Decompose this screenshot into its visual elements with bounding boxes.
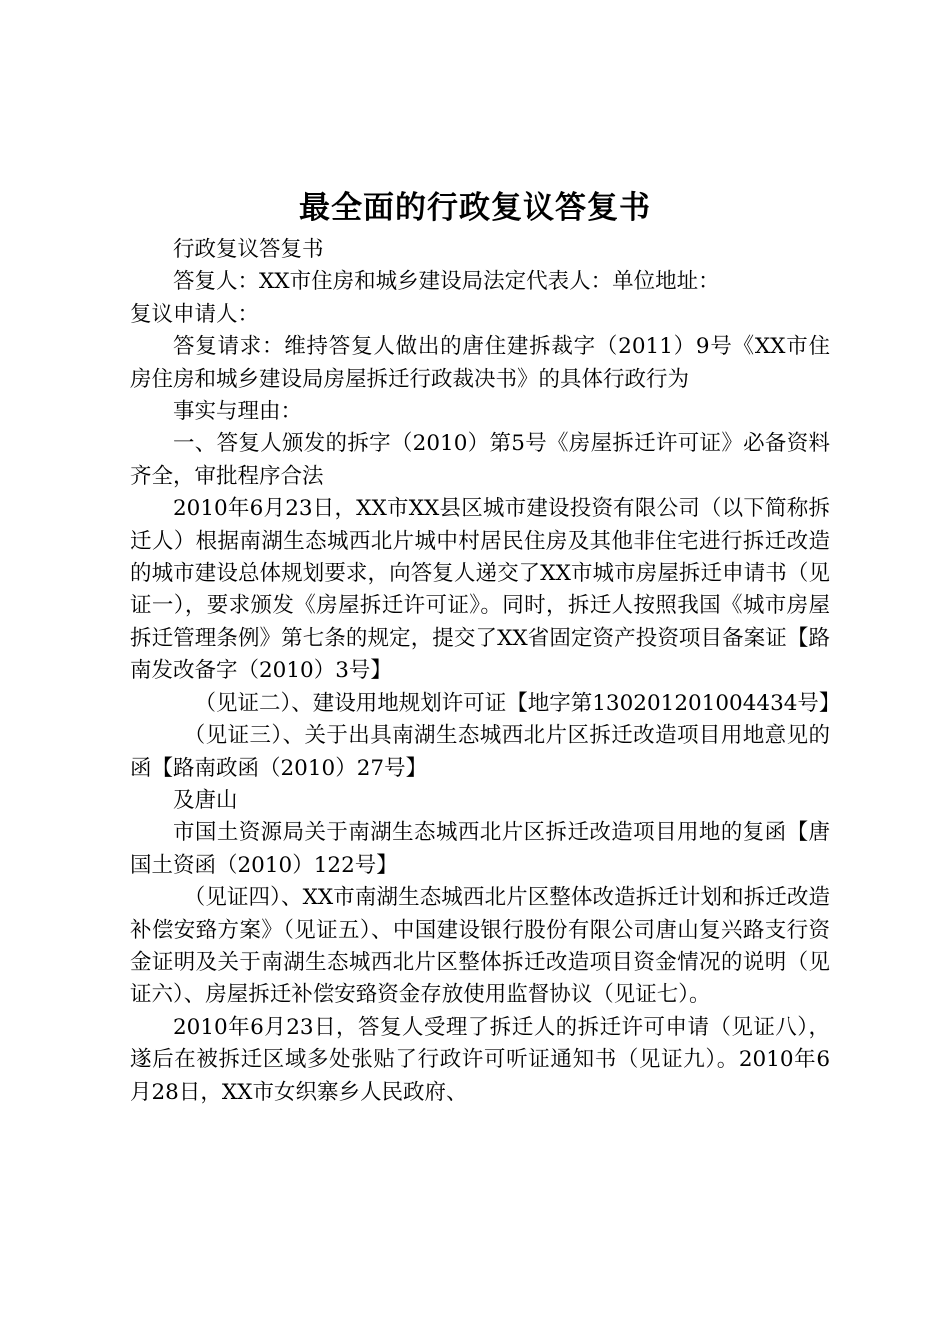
paragraph-facts-heading: 事实与理由： xyxy=(173,399,303,425)
paragraph-heading: 行政复议答复书 xyxy=(173,237,324,262)
paragraph-evidence-four: （见证四）、XX市南湖生态城西北片区整体改造拆迁计划和拆迁改造补偿安臵方案》（见证五）、中国建设银行股份有限公司唐山复兴路支行资金证明及关于南湖生态城西北片区整体拆迁改造项目资金情况的说明（见证六）、房屋拆迁补偿安臵资金存放使用监督协议（见证七）。 xyxy=(130,885,830,1008)
paragraph-applicant: 复议申请人： xyxy=(130,301,260,327)
paragraph-evidence-two: （见证二）、建设用地规划许可证【地字第130201201004434号】 xyxy=(194,690,841,716)
paragraph-tangshan: 及唐山 xyxy=(173,787,238,813)
paragraph-request: 答复请求：维持答复人做出的唐住建拆裁字（2011）9号《XX市住房住房和城乡建设局房屋拆迁行政裁决书》的具体行政行为 xyxy=(130,334,830,392)
paragraph-respondent: 答复人：XX市住房和城乡建设局法定代表人：单位地址： xyxy=(173,269,720,295)
paragraph-acceptance: 2010年6月23日，答复人受理了拆迁人的拆迁许可申请（见证八），遂后在被拆迁区域多处张贴了行政许可听证通知书（见证九）。2010年6月28日，XX市女织寨乡人民政府、 xyxy=(130,1014,830,1105)
paragraph-land-bureau: 市国土资源局关于南湖生态城西北片区拆迁改造项目用地的复函【唐国土资函（2010）122号】 xyxy=(130,820,830,878)
paragraph-evidence-three: （见证三）、关于出具南湖生态城西北片区拆迁改造项目用地意见的函【路南政函（2010）27号】 xyxy=(130,723,830,781)
document-title: 最全面的行政复议答复书 xyxy=(299,190,651,226)
paragraph-section-one: 一、答复人颁发的拆字（2010）第5号《房屋拆迁许可证》必备资料齐全，审批程序合法 xyxy=(130,431,830,489)
paragraph-application: 2010年6月23日，XX市XX县区城市建设投资有限公司（以下简称拆迁人）根据南湖生态城西北片城中村居民住房及其他非住宅进行拆迁改造的城市建设总体规划要求，向答复人递交了XX市城市房屋拆迁申请书（见证一），要求颁发《房屋拆迁许可证》。同时，拆迁人按照我国《城市房屋拆迁管理条例》第七条的规定，提交了XX省固定资产投资项目备案证【路南发改备字（2010）3号】 xyxy=(130,496,830,684)
document-body xyxy=(130,234,841,1109)
